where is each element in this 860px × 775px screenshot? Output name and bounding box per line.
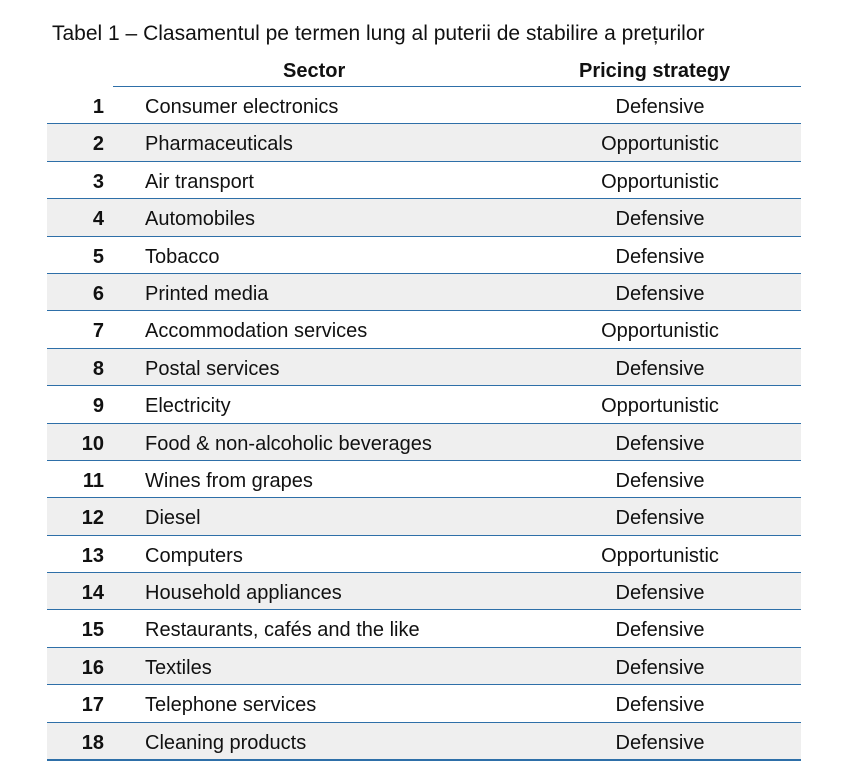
table-row [47,573,801,610]
table-row [47,498,801,535]
pricing-strategy: Defensive [615,208,705,231]
sector-name: Diesel [145,507,201,530]
pricing-strategy: Defensive [615,432,705,455]
rank-number: 13 [81,544,104,567]
table-row [47,648,801,685]
table-header [47,58,801,87]
table-row [47,685,801,722]
pricing-strategy: Defensive [615,507,705,530]
table-row [47,274,801,311]
header-sector: Sector [283,60,346,82]
pricing-strategy: Defensive [615,282,705,305]
sector-name: Printed media [145,282,269,305]
table-row [47,311,801,348]
rank-number: 6 [92,282,104,305]
pricing-strategy: Opportunistic [601,170,719,193]
pricing-strategy: Defensive [615,582,705,605]
rank-number: 17 [81,694,104,717]
rank-number: 14 [81,582,104,605]
pricing-strategy: Defensive [615,731,705,754]
sector-name: Pharmaceuticals [145,133,293,156]
rank-number: 5 [92,245,104,268]
pricing-strategy: Defensive [615,694,705,717]
pricing-strategy: Opportunistic [601,395,719,418]
rank-number: 7 [92,320,104,343]
table-row [47,349,801,386]
rank-number: 3 [92,170,104,193]
sector-name: Automobiles [145,208,256,231]
rank-number: 15 [81,619,104,642]
rank-number: 18 [81,731,104,754]
table-row [47,610,801,647]
sector-name: Accommodation services [145,320,368,343]
sector-name: Restaurants, cafés and the like [145,619,420,642]
table-row [47,199,801,236]
rank-number: 9 [92,395,104,418]
table-row [47,87,801,124]
sector-name: Textiles [145,656,212,679]
rank-number: 8 [92,357,104,380]
rank-number: 4 [92,208,104,231]
sector-name: Telephone services [145,694,317,717]
table-row [47,723,801,760]
table-caption: Tabel 1 – Clasamentul pe termen lung al puterii de stabilire a prețurilor [52,22,705,45]
sector-name: Food & non-alcoholic beverages [145,432,432,455]
sector-name: Consumer electronics [145,96,339,118]
pricing-power-table [47,58,801,763]
rank-number: 11 [82,469,104,492]
sector-name: Postal services [145,357,280,380]
pricing-strategy: Opportunistic [601,133,719,156]
pricing-strategy: Opportunistic [601,544,719,567]
sector-name: Wines from grapes [145,469,313,492]
table-row [47,424,801,461]
rank-number: 1 [92,96,104,118]
sector-name: Household appliances [145,582,342,605]
pricing-strategy: Defensive [615,357,705,380]
sector-name: Cleaning products [145,731,307,754]
pricing-strategy: Opportunistic [601,320,719,343]
table-row [47,536,801,573]
pricing-strategy: Defensive [615,469,705,492]
pricing-strategy: Defensive [615,245,705,268]
sector-name: Electricity [145,395,231,418]
table-body [47,87,801,760]
sector-name: Air transport [145,170,254,193]
rank-number: 10 [81,432,104,455]
rank-number: 12 [81,507,104,530]
sector-name: Tobacco [145,245,220,268]
rank-number: 2 [92,133,104,156]
table-row [47,237,801,274]
bottom-rule [47,760,801,763]
sector-name: Computers [145,544,243,567]
table-row [47,162,801,199]
table-row [47,386,801,423]
table-row [47,124,801,161]
table-row [47,461,801,498]
pricing-strategy: Defensive [615,619,705,642]
rank-number: 16 [81,656,104,679]
header-pricing-strategy: Pricing strategy [579,60,731,82]
pricing-strategy: Defensive [615,656,705,679]
pricing-strategy: Defensive [615,96,705,118]
